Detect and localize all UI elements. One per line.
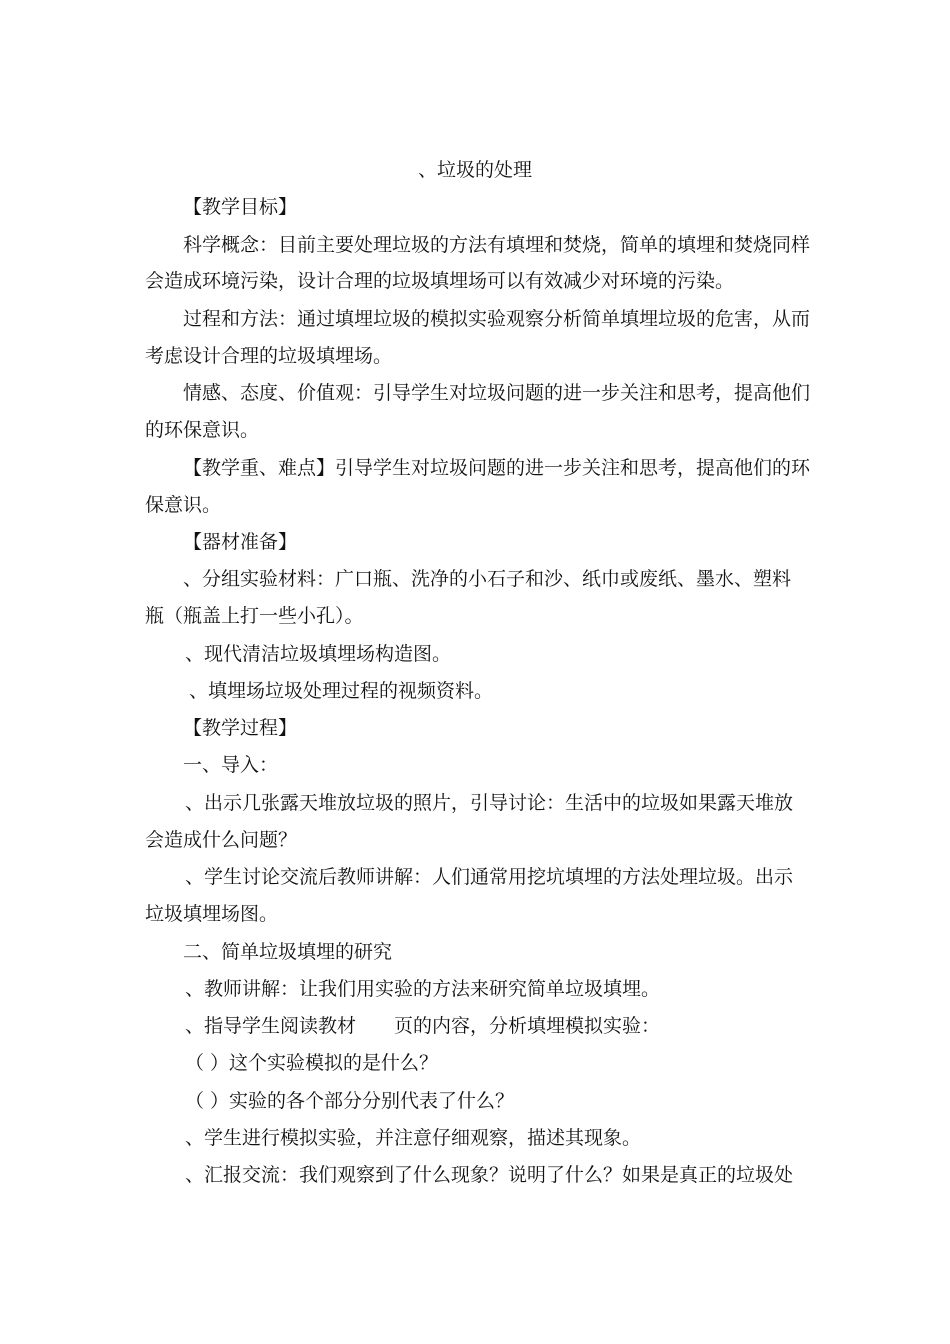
- paragraph-line: 科学概念：目前主要处理垃圾的方法有填埋和焚烧，简单的填埋和焚烧同样: [183, 234, 811, 256]
- question-item: （ ）实验的各个部分分别代表了什么？: [185, 1090, 515, 1112]
- paragraph-line: 【教学重、难点】引导学生对垃圾问题的进一步关注和思考，提高他们的环: [183, 457, 811, 479]
- heading-materials: 【器材准备】: [183, 531, 298, 553]
- list-item-continuation: 瓶（瓶盖上打一些小孔）。: [145, 605, 364, 627]
- document-title: 、垃圾的处理: [417, 159, 532, 181]
- list-item-continuation: 垃圾填埋场图。: [145, 903, 279, 925]
- paragraph-line: 情感、态度、价值观：引导学生对垃圾问题的进一步关注和思考，提高他们: [183, 382, 811, 404]
- list-item: 、指导学生阅读教材 页的内容，分析填埋模拟实验：: [185, 1015, 661, 1037]
- list-item: 、教师讲解：让我们用实验的方法来研究简单垃圾填埋。: [185, 978, 661, 1000]
- paragraph-line: 会造成环境污染，设计合理的垃圾填埋场可以有效减少对环境的污染。: [145, 270, 735, 292]
- list-item: 、填埋场垃圾处理过程的视频资料。: [189, 680, 494, 702]
- paragraph-line: 保意识。: [145, 494, 222, 516]
- heading-teaching-process: 【教学过程】: [183, 717, 298, 739]
- list-item: 、学生进行模拟实验，并注意仔细观察，描述其现象。: [185, 1127, 642, 1149]
- list-item: 、学生讨论交流后教师讲解：人们通常用挖坑填埋的方法处理垃圾。出示: [185, 866, 794, 888]
- section-heading: 一、导入：: [183, 754, 279, 776]
- heading-teaching-goals: 【教学目标】: [183, 196, 298, 218]
- list-item: 、出示几张露天堆放垃圾的照片，引导讨论：生活中的垃圾如果露天堆放: [185, 792, 794, 814]
- list-item: 、汇报交流：我们观察到了什么现象？说明了什么？如果是真正的垃圾处: [185, 1164, 794, 1186]
- list-item: 、现代清洁垃圾填埋场构造图。: [185, 643, 452, 665]
- paragraph-line: 考虑设计合理的垃圾填埋场。: [145, 345, 393, 367]
- list-item-continuation: 会造成什么问题？: [145, 829, 298, 851]
- paragraph-line: 过程和方法：通过填埋垃圾的模拟实验观察分析简单填埋垃圾的危害，从而: [183, 308, 811, 330]
- question-item: （ ）这个实验模拟的是什么？: [185, 1052, 439, 1074]
- paragraph-line: 的环保意识。: [145, 419, 260, 441]
- list-item: 、分组实验材料：广口瓶、洗净的小石子和沙、纸巾或废纸、墨水、塑料: [183, 568, 792, 590]
- section-heading: 二、简单垃圾填埋的研究: [183, 941, 393, 963]
